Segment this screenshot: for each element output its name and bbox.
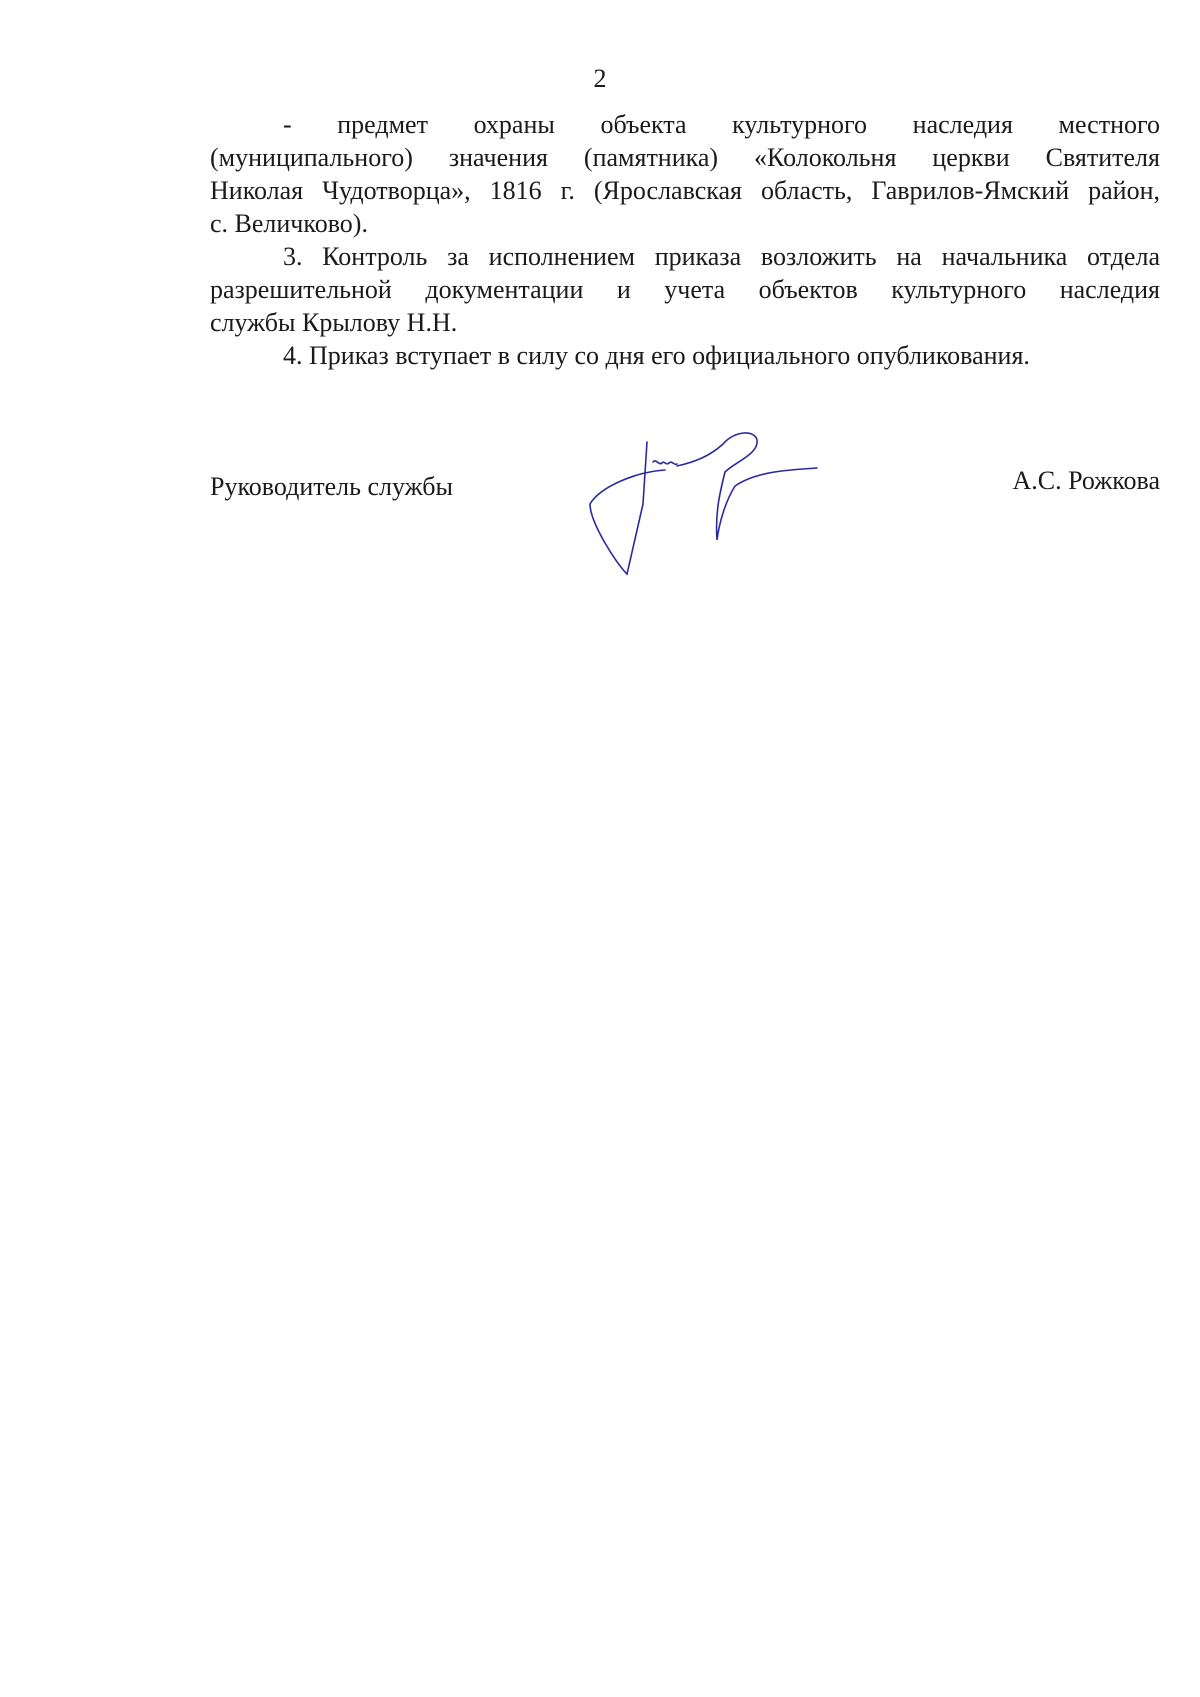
paragraph-3-control: [210, 240, 1160, 339]
signatory-name: А.С. Рожкова: [1012, 466, 1160, 495]
handwritten-signature: [585, 432, 845, 577]
paragraph-protection-subject: [210, 108, 1160, 240]
text-line: с. Величково).: [210, 209, 368, 238]
signatory-position: Руководитель службы: [210, 472, 453, 501]
text-line: - предмет охраны объекта культурного наследия местного: [283, 110, 1160, 139]
page-number: 2: [593, 64, 607, 93]
text-line: 4. Приказ вступает в силу со дня его официального опубликования.: [283, 341, 1030, 370]
text-line: 3. Контроль за исполнением приказа возложить на начальника отдела: [283, 242, 1160, 271]
document-body: [210, 108, 1160, 372]
text-line: Николая Чудотворца», 1816 г. (Ярославская область, Гаврилов-Ямский район,: [210, 176, 1160, 205]
text-line: разрешительной документации и учета объектов культурного наследия: [210, 275, 1160, 304]
text-line: (муниципального) значения (памятника) «Колокольня церкви Святителя: [210, 143, 1160, 172]
paragraph-4-effective: [210, 339, 1160, 372]
text-line: службы Крылову Н.Н.: [210, 308, 458, 337]
